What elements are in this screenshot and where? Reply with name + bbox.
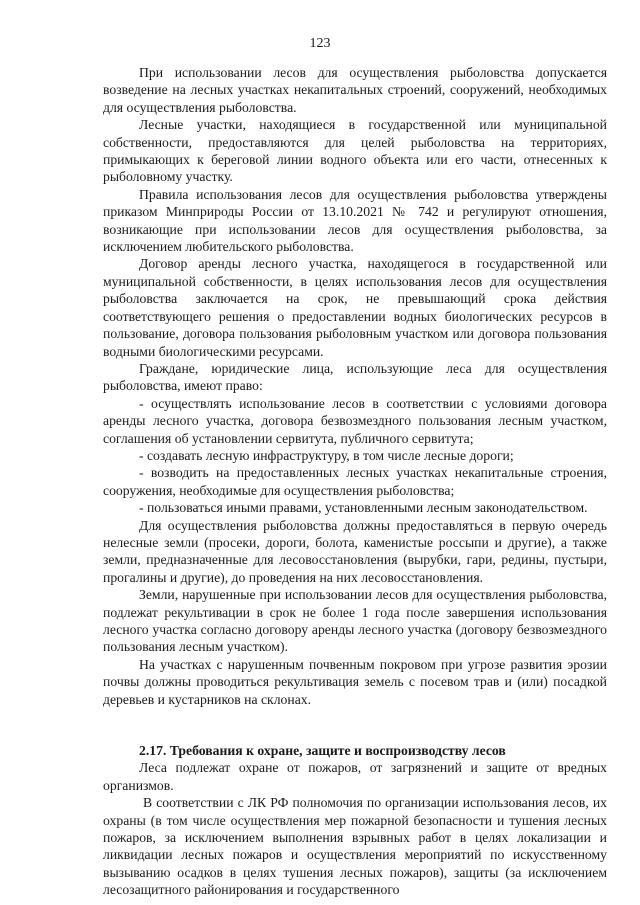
paragraph: Договор аренды лесного участка, находящегося в государственной или муниципальной собственности, в целях использования лесов для осуществления рыболовства заключается на срок, не превышающий срока действия соответствующего решения о предоставлении водных биологических ресурсов в пользование, договора пользования рыболовным участком или договора пользования водными биологическими ресурсами.	[103, 256, 607, 359]
paragraph: Леса подлежат охране от пожаров, от загрязнений и защите от вредных организмов.	[103, 760, 607, 793]
list-item: - осуществлять использование лесов в соответствии с условиями договора аренды лесного участка, договора безвозмездного пользования лесным участком, соглашения об установлении сервитута, публичного сервитута;	[103, 395, 607, 446]
paragraph: В соответствии с ЛК РФ полномочия по организации использования лесов, их охраны (в том числе осуществления мер пожарной безопасности и тушения лесных пожаров, за исключением выполнения взрывных работ в целях локализации и ликвидации лесных пожаров и осуществления мероприятий по искусственному вызыванию осадков в целях тушения лесных пожаров), защиты (за исключением лесозащитного районирования и государственного	[103, 795, 607, 898]
paragraph: Граждане, юридические лица, использующие леса для осуществления рыболовства, имеют право:	[103, 360, 607, 394]
page-number: 123	[309, 36, 331, 51]
paragraph: На участках с нарушенным почвенным покровом при угрозе развития эрозии почвы должны проводиться рекультивация земель с посевом трав и (или) посадкой деревьев и кустарников на склонах.	[103, 656, 607, 707]
document-body	[103, 64, 607, 899]
section-heading: 2.17. Требования к охране, защите и воспроизводству лесов	[139, 743, 506, 759]
paragraph: Правила использования лесов для осуществления рыболовства утверждены приказом Минприроды России от 13.10.2021 № 742 и регулируют отношения, возникающие при использовании лесов для осуществления рыболовства, за исключением любительского рыболовства.	[103, 186, 607, 255]
paragraph: Лесные участки, находящиеся в государственной или муниципальной собственности, предоставляются для целей рыболовства на территориях, примыкающих к береговой линии водного объекта или его части, отнесенных к рыболовному участку.	[103, 117, 607, 185]
paragraph: Земли, нарушенные при использовании лесов для осуществления рыболовства, подлежат рекультивации в срок не более 1 года после завершения использования лесного участка согласно договору аренды лесного участка (договору безвозмездного пользования лесным участком).	[103, 587, 607, 655]
paragraph: Для осуществления рыболовства должны предоставляться в первую очередь нелесные земли (просеки, дороги, болота, каменистые россыпи и другие), а также земли, предназначенные для лесовосстановления (вырубки, гари, редины, пустыри, прогалины и другие), до проведения на них лесовосстановления.	[103, 517, 607, 585]
list-item: - пользоваться иными правами, установленными лесным законодательством.	[139, 500, 588, 516]
list-item: - создавать лесную инфраструктуру, в том числе лесные дороги;	[139, 447, 514, 463]
paragraph: При использовании лесов для осуществления рыболовства допускается возведение на лесных участках некапитальных строений, сооружений, необходимых для осуществления рыболовства.	[103, 65, 607, 115]
list-item: - возводить на предоставленных лесных участках некапитальные строения, сооружения, необходимые для осуществления рыболовства;	[103, 465, 607, 498]
